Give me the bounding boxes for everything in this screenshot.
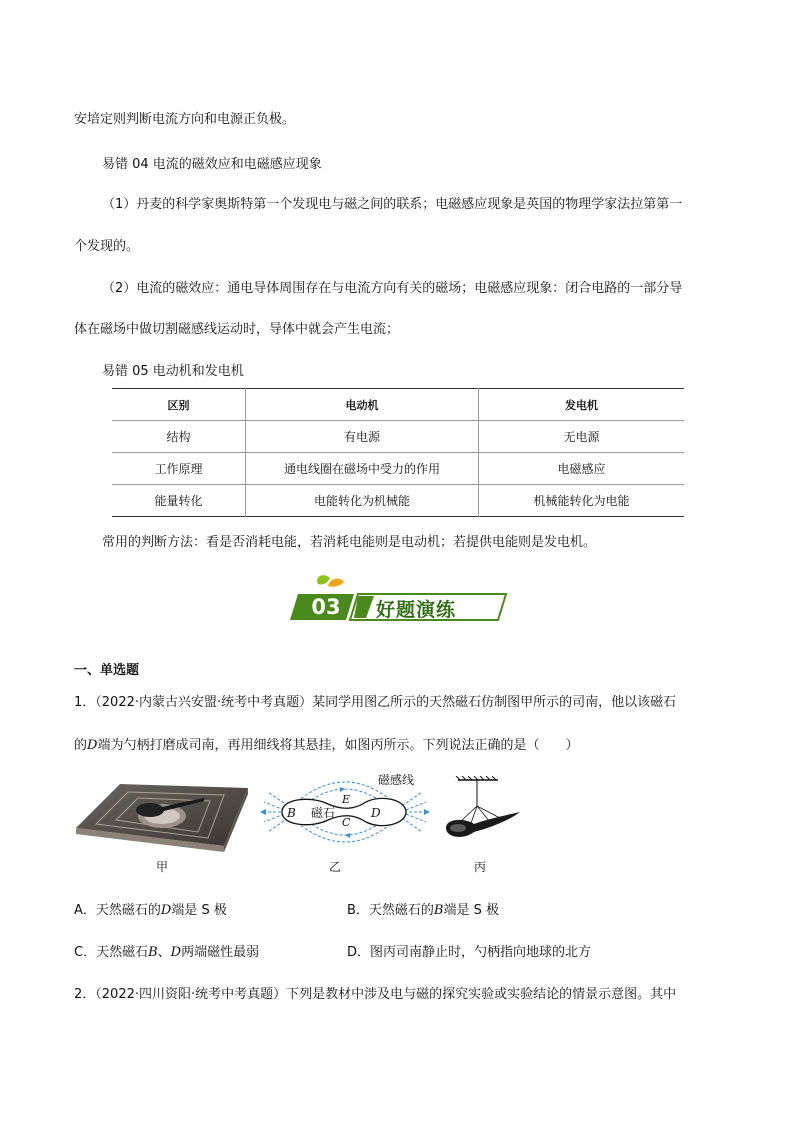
table-header-cell: 发电机 [479, 389, 685, 421]
field-line-label: 磁感线 [378, 773, 415, 787]
table-cell: 有电源 [246, 421, 479, 453]
comparison-table [112, 388, 684, 517]
option-a[interactable]: A．天然磁石的D端是 S 极 [74, 903, 227, 918]
paragraph-text: 安培定则判断电流方向和电源正负极。 [74, 112, 296, 127]
table-header-cell: 区别 [167, 398, 190, 412]
point-d-label: D [371, 806, 381, 820]
section-banner [284, 574, 510, 624]
table-cell: 通电线圈在磁场中受力的作用 [246, 453, 479, 485]
figure-caption-jia: 甲 [156, 860, 169, 874]
method-note: 常用的判断方法：看是否消耗电能，若消耗电能则是电动机；若提供电能则是发电机。 [102, 535, 597, 550]
item-1-line-2: 个发现的。 [74, 239, 140, 254]
table-row [112, 421, 684, 453]
table-header-row [112, 389, 684, 421]
item-2-line-2: 体在磁场中做切割磁感线运动时，导体中就会产生电流； [74, 322, 400, 337]
banner-number: 03 [311, 595, 341, 619]
table-cell: 工作原理 [154, 462, 203, 476]
magnet-label: 磁石 [311, 806, 336, 820]
point-e-label: E [342, 793, 351, 806]
table-header-cell: 电动机 [246, 389, 479, 421]
table-cell: 电能转化为机械能 [246, 485, 479, 517]
figure-caption-yi: 乙 [329, 860, 342, 874]
table-cell: 电磁感应 [479, 453, 685, 485]
leaf-icon [317, 575, 330, 584]
item-1-line-1: （1）丹麦的科学家奥斯特第一个发现电与磁之间的联系；电磁感应现象是英国的物理学家法拉第第一 [102, 197, 683, 212]
figure-jia-sinan-compass [74, 778, 250, 854]
table-row [112, 453, 684, 485]
part-title: 一、单选题 [74, 663, 140, 678]
variable-d: D [87, 738, 98, 753]
figure-bing-suspended-spoon [440, 776, 526, 850]
question-2-line-1: 2．（2022·四川资阳·统考中考真题）下列是教材中涉及电与磁的探究实验或实验结论的情景示意图。其中 [74, 987, 677, 1002]
question-1-line-2: 的D端为勺柄打磨成司南，再用细线将其悬挂，如图丙所示。下列说法正确的是（ ） [74, 738, 579, 753]
point-b-label: B [287, 806, 296, 820]
table-cell: 机械能转化为电能 [479, 485, 685, 517]
option-d[interactable]: D．图丙司南静止时，勺柄指向地球的北方 [347, 945, 592, 960]
table-cell: 结构 [166, 430, 191, 444]
point-c-label: C [342, 816, 351, 829]
option-c[interactable]: C．天然磁石B、D两端磁性最弱 [74, 945, 260, 960]
figure-caption-bing: 丙 [474, 860, 487, 874]
banner-title: 好题演练 [376, 599, 457, 621]
table-cell: 能量转化 [154, 494, 203, 508]
item-2-line-1: （2）电流的磁效应：通电导体周围存在与电流方向有关的磁场；电磁感应现象：闭合电路的一部分导 [102, 281, 683, 296]
section-05-title: 易错 05 电动机和发电机 [102, 364, 244, 379]
leaf-icon [328, 579, 344, 587]
section-04-title: 易错 04 电流的磁效应和电磁感应现象 [102, 157, 322, 172]
question-1-line-1: 1．（2022·内蒙古兴安盟·统考中考真题）某同学用图乙所示的天然磁石仿制图甲所示的司南，他以该磁石 [74, 695, 677, 710]
table-cell: 无电源 [479, 421, 685, 453]
table-row [112, 485, 684, 517]
option-b[interactable]: B．天然磁石的B端是 S 极 [347, 903, 500, 918]
